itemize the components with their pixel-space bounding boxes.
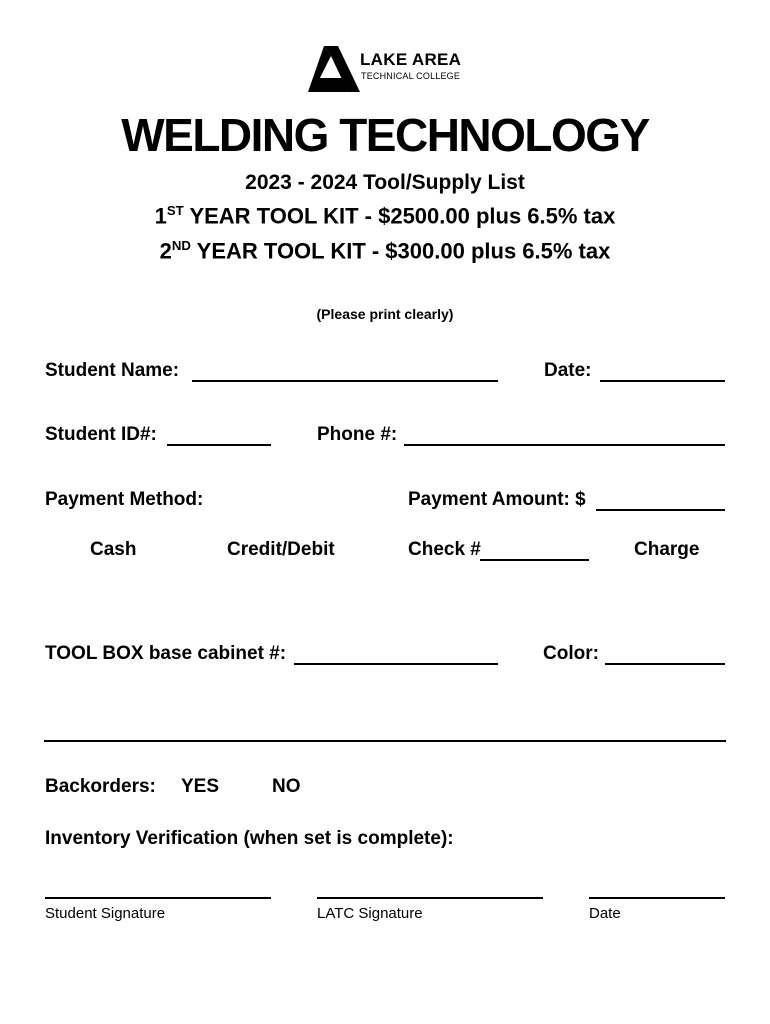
- student-id-field[interactable]: [167, 444, 271, 446]
- signature-date-field[interactable]: [589, 897, 725, 899]
- date-field[interactable]: [600, 380, 725, 382]
- backorders-yes[interactable]: YES: [181, 776, 220, 797]
- backorders-label: Backorders:: [45, 776, 156, 797]
- student-signature-field[interactable]: [45, 897, 271, 899]
- kit2-text: YEAR TOOL KIT - $300.00 plus 6.5% tax: [190, 238, 611, 264]
- date-label: Date:: [544, 360, 592, 381]
- option-credit-debit[interactable]: Credit/Debit: [227, 539, 335, 560]
- toolbox-field[interactable]: [294, 663, 498, 665]
- logo-line1: LAKE AREA: [360, 50, 462, 69]
- payment-amount-field[interactable]: [596, 509, 725, 511]
- section-divider: [44, 740, 726, 742]
- option-cash[interactable]: Cash: [90, 539, 137, 560]
- college-logo: [308, 44, 468, 94]
- kit2-num: 2: [159, 238, 172, 264]
- option-charge[interactable]: Charge: [634, 539, 700, 560]
- phone-label: Phone #:: [317, 424, 398, 445]
- backorders-no[interactable]: NO: [272, 776, 301, 797]
- latc-signature-field[interactable]: [317, 897, 543, 899]
- kit2-line: [0, 238, 770, 264]
- student-name-field[interactable]: [192, 380, 498, 382]
- check-number-field[interactable]: [480, 559, 589, 561]
- payment-amount-label: Payment Amount: $: [408, 489, 586, 510]
- kit1-num: 1: [154, 203, 167, 229]
- color-field[interactable]: [605, 663, 725, 665]
- kit1-sup: ST: [166, 203, 184, 218]
- kit1-text: YEAR TOOL KIT - $2500.00 plus 6.5% tax: [183, 203, 616, 229]
- student-name-label: Student Name:: [45, 360, 180, 381]
- page-title: WELDING TECHNOLOGY: [121, 109, 649, 161]
- toolbox-label: TOOL BOX base cabinet #:: [45, 643, 287, 664]
- latc-signature-label: LATC Signature: [317, 905, 423, 922]
- color-label: Color:: [543, 643, 599, 664]
- logo-line2: TECHNICAL COLLEGE: [361, 71, 461, 81]
- signature-date-label: Date: [589, 905, 621, 922]
- option-check[interactable]: Check #: [408, 539, 481, 560]
- phone-field[interactable]: [404, 444, 725, 446]
- kit2-sup: ND: [171, 238, 191, 253]
- payment-method-label: Payment Method:: [45, 489, 204, 510]
- student-id-label: Student ID#:: [45, 424, 157, 445]
- subtitle: 2023 - 2024 Tool/Supply List: [245, 171, 525, 194]
- kit1-line: [0, 203, 770, 229]
- student-signature-label: Student Signature: [45, 905, 166, 922]
- logo-mark-icon: [308, 44, 360, 94]
- inventory-label: Inventory Verification (when set is complete):: [45, 828, 454, 849]
- print-note: (Please print clearly): [316, 306, 454, 322]
